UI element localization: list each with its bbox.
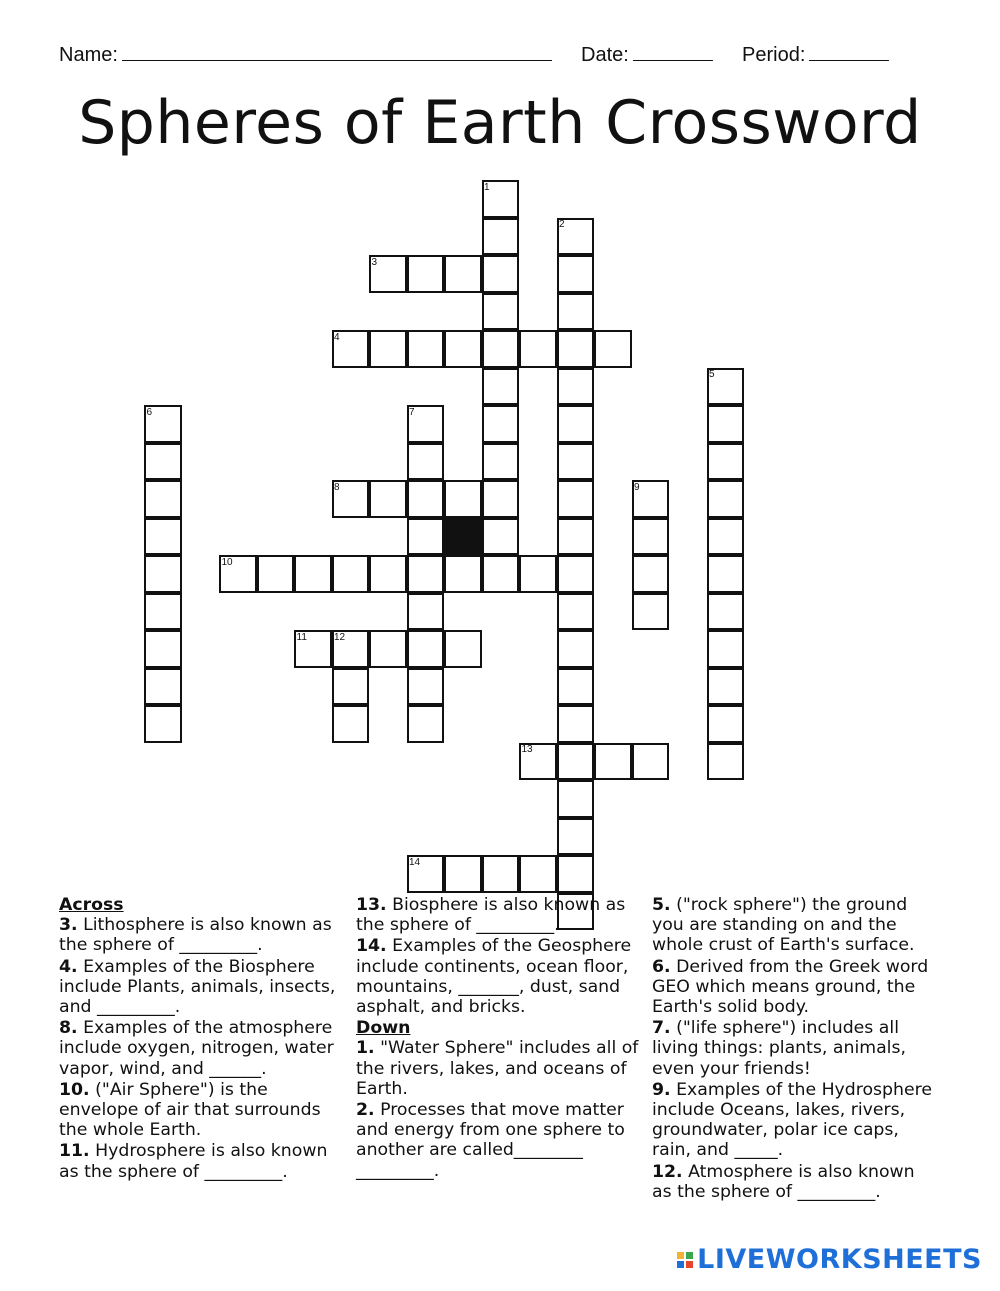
- grid-cell[interactable]: [444, 855, 482, 893]
- liveworksheets-logo-icon: [677, 1252, 693, 1268]
- grid-cell[interactable]: [407, 705, 445, 743]
- grid-cell[interactable]: [519, 555, 557, 593]
- grid-number: 13: [521, 744, 533, 755]
- grid-number: 6: [146, 406, 153, 418]
- grid-cell[interactable]: [369, 480, 407, 518]
- name-label: Name:: [59, 44, 118, 66]
- logo-square-3: [677, 1261, 684, 1268]
- grid-cell[interactable]: [519, 855, 557, 893]
- grid-cell[interactable]: [407, 255, 445, 293]
- grid-cell[interactable]: [482, 480, 520, 518]
- grid-cell[interactable]: [407, 518, 445, 556]
- grid-cell[interactable]: [632, 518, 670, 556]
- clue-across-14: 14. Examples of the Geosphere include continents, ocean floor, mountains, _______, dust, sand asphalt, and bricks.: [356, 936, 632, 1018]
- grid-cell[interactable]: [632, 743, 670, 781]
- grid-cell[interactable]: [444, 330, 482, 368]
- grid-cell[interactable]: [557, 818, 595, 856]
- grid-cell[interactable]: [557, 443, 595, 481]
- grid-cell[interactable]: [144, 480, 182, 518]
- grid-cell[interactable]: [482, 368, 520, 406]
- grid-cell[interactable]: [707, 555, 745, 593]
- grid-cell[interactable]: [369, 555, 407, 593]
- grid-number: 4: [334, 331, 340, 343]
- grid-number: 9: [634, 481, 640, 493]
- grid-cell[interactable]: [707, 405, 745, 443]
- grid-cell[interactable]: [594, 330, 632, 368]
- clue-down-9: 9. Examples of the Hydrosphere include Oceans, lakes, rivers, groundwater, polar ice caps, rain, and _____.: [652, 1079, 932, 1161]
- grid-cell[interactable]: [144, 630, 182, 668]
- logo-square-1: [677, 1252, 684, 1259]
- grid-cell[interactable]: [144, 705, 182, 743]
- grid-cell[interactable]: [707, 518, 745, 556]
- logo-square-2: [686, 1252, 693, 1259]
- grid-number: 11: [296, 631, 307, 643]
- grid-cell[interactable]: [707, 443, 745, 481]
- clue-down-6: 6. Derived from the Greek word GEO which means ground, the Earth's solid body.: [652, 956, 929, 1018]
- grid-cell[interactable]: [257, 555, 295, 593]
- clue-across-11: 11. Hydrosphere is also known as the sphere of _________.: [59, 1141, 328, 1182]
- grid-cell[interactable]: [144, 668, 182, 706]
- grid-cell[interactable]: [332, 668, 370, 706]
- date-label: Date:: [581, 44, 629, 66]
- grid-cell[interactable]: [557, 555, 595, 593]
- down-heading: Down: [356, 1018, 411, 1039]
- grid-cell[interactable]: [557, 630, 595, 668]
- grid-cell[interactable]: [407, 330, 445, 368]
- grid-cell[interactable]: [444, 630, 482, 668]
- grid-cell[interactable]: [557, 518, 595, 556]
- grid-cell[interactable]: [557, 705, 595, 743]
- grid-cell[interactable]: [557, 480, 595, 518]
- grid-cell[interactable]: [482, 218, 520, 256]
- clue-down-5: 5. ("rock sphere") the ground you are standing on and the whole crust of Earth's surface.: [652, 895, 915, 956]
- grid-number: 7: [409, 406, 415, 418]
- grid-cell[interactable]: [707, 480, 745, 518]
- clue-down-1: 1. "Water Sphere" includes all of the rivers, lakes, and oceans of Earth.: [356, 1038, 639, 1099]
- grid-cell[interactable]: [407, 480, 445, 518]
- grid-cell[interactable]: [557, 668, 595, 706]
- clue-across-13: 13. Biosphere is also known as the sphere of _________.: [356, 895, 626, 936]
- clue-across-8: 8. Examples of the atmosphere include oxygen, nitrogen, water vapor, wind, and ______.: [59, 1018, 334, 1079]
- grid-cell[interactable]: [482, 518, 520, 556]
- grid-cell[interactable]: [444, 555, 482, 593]
- grid-cell[interactable]: [707, 630, 745, 668]
- grid-cell[interactable]: [707, 743, 745, 781]
- grid-cell[interactable]: [144, 555, 182, 593]
- grid-number: 10: [221, 556, 233, 568]
- grid-cell[interactable]: [632, 593, 670, 631]
- grid-cell[interactable]: [707, 705, 745, 743]
- grid-cell[interactable]: [482, 555, 520, 593]
- clues-column-3: [652, 895, 937, 1203]
- grid-number: 3: [371, 256, 378, 268]
- across-heading: Across: [59, 895, 124, 915]
- grid-cell[interactable]: [482, 405, 520, 443]
- grid-cell[interactable]: [144, 593, 182, 631]
- clue-down-12: 12. Atmosphere is also known as the sphere of _________.: [652, 1161, 915, 1202]
- grid-number: 14: [409, 856, 421, 868]
- clue-down-2: 2. Processes that move matter and energy from one sphere to another are called________ _________.: [356, 1100, 625, 1181]
- grid-cell[interactable]: [407, 555, 445, 593]
- grid-cell[interactable]: [519, 330, 557, 368]
- grid-number: 5: [709, 369, 715, 380]
- grid-cell[interactable]: [482, 443, 520, 481]
- black-cell: [444, 518, 482, 556]
- grid-cell[interactable]: [444, 255, 482, 293]
- grid-cell[interactable]: [557, 255, 595, 293]
- grid-cell[interactable]: [407, 668, 445, 706]
- grid-cell[interactable]: [144, 518, 182, 556]
- grid-cell[interactable]: [557, 593, 595, 631]
- grid-number: 12: [334, 631, 346, 643]
- grid-cell[interactable]: [407, 630, 445, 668]
- page-title: Spheres of Earth Crossword: [78, 88, 922, 158]
- clues-column-2: [356, 895, 641, 1182]
- logo-square-4: [686, 1261, 693, 1268]
- grid-cell[interactable]: [332, 555, 370, 593]
- grid-cell[interactable]: [482, 293, 520, 331]
- clue-across-4: 4. Examples of the Biosphere include Plants, animals, insects, and _________.: [59, 956, 336, 1018]
- grid-number: 1: [484, 181, 490, 193]
- grid-cell[interactable]: [369, 630, 407, 668]
- grid-cell[interactable]: [557, 405, 595, 443]
- grid-cell[interactable]: [482, 330, 520, 368]
- grid-cell[interactable]: [557, 330, 595, 368]
- grid-cell[interactable]: [594, 743, 632, 781]
- grid-cell[interactable]: [707, 668, 745, 706]
- grid-cell[interactable]: [294, 555, 332, 593]
- logo-text: LIVEWORKSHEETS: [697, 1244, 982, 1275]
- grid-cell[interactable]: [557, 368, 595, 406]
- grid-cell[interactable]: [369, 330, 407, 368]
- grid-cell[interactable]: [407, 593, 445, 631]
- grid-cell[interactable]: [332, 705, 370, 743]
- clue-across-3: 3. Lithosphere is also known as the sphere of _________.: [59, 915, 332, 956]
- grid-cell[interactable]: [557, 293, 595, 331]
- clue-across-10: 10. ("Air Sphere") is the envelope of air that surrounds the whole Earth.: [59, 1079, 321, 1141]
- clues-column-1: [59, 895, 344, 1183]
- grid-cell[interactable]: [557, 855, 595, 893]
- liveworksheets-logo: [677, 1244, 982, 1275]
- grid-cell[interactable]: [482, 855, 520, 893]
- grid-cell[interactable]: [444, 480, 482, 518]
- clue-down-7: 7. ("life sphere") includes all living things: plants, animals, even your friends!: [652, 1018, 906, 1079]
- grid-number: 2: [559, 219, 565, 230]
- grid-cell[interactable]: [557, 743, 595, 781]
- period-label: Period:: [742, 44, 806, 66]
- grid-cell[interactable]: [707, 593, 745, 631]
- grid-cell[interactable]: [482, 255, 520, 293]
- grid-number: 8: [334, 481, 340, 493]
- grid-cell[interactable]: [632, 555, 670, 593]
- grid-cell[interactable]: [557, 780, 595, 818]
- grid-cell[interactable]: [407, 443, 445, 481]
- grid-cell[interactable]: [144, 443, 182, 481]
